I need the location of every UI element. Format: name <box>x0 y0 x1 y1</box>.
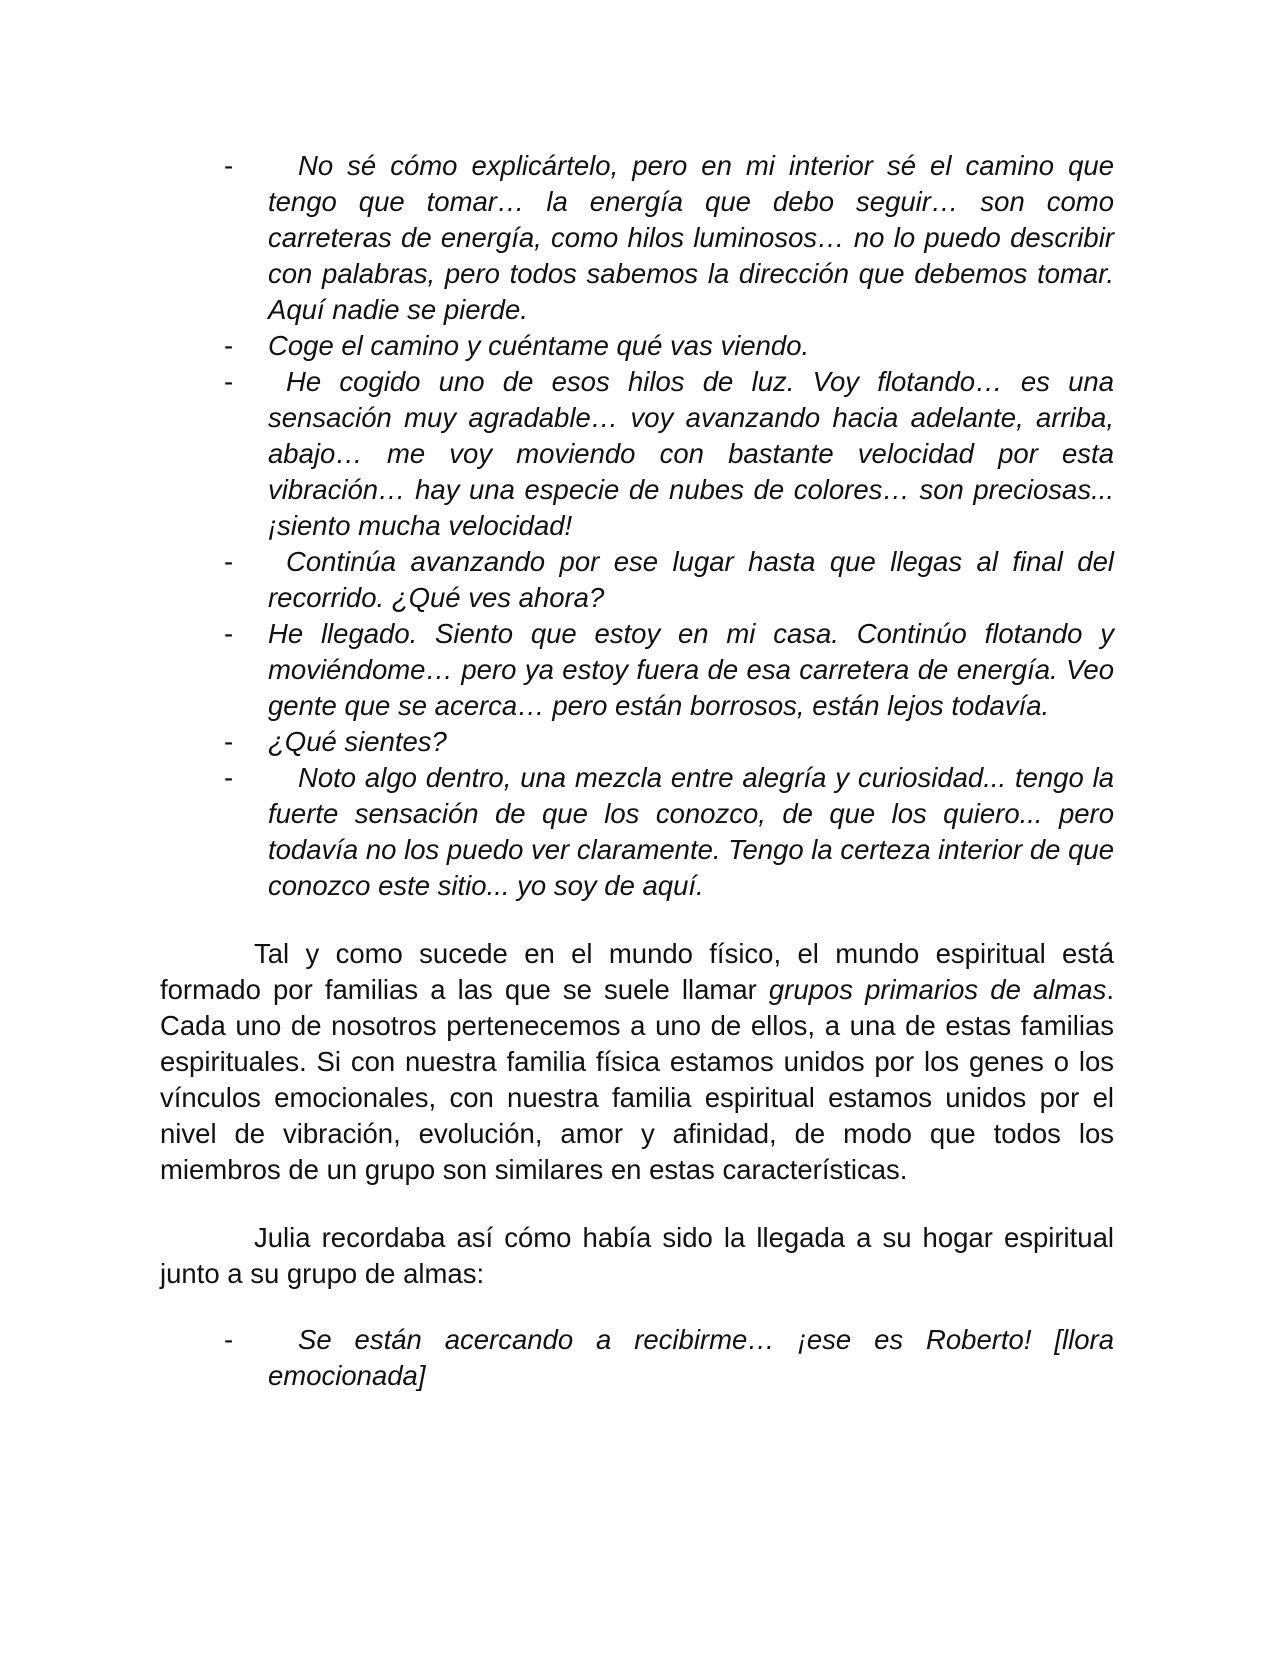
dialogue-text: No sé cómo explicártelo, pero en mi interior sé el camino que tengo que tomar… la energía que debo seguir… son como carreteras de energía, como hilos luminosos… no lo puedo describir con palabras, pero todos sabemos la dirección que debemos tomar. Aquí nadie se pierde. <box>268 150 1114 325</box>
paragraph-text-after: . Cada uno de nosotros pertenecemos a uno de ellos, a una de estas familias espirituales. Si con nuestra familia física estamos unidos por los genes o los vínculos emocionales, con nuestra familia espiritual estamos unidos por el nivel de vibración, evolución, amor y afinidad, de modo que todos los miembros de un grupo son similares en estas características. <box>160 974 1114 1185</box>
dialogue-text: He llegado. Siento que estoy en mi casa. Continúo flotando y moviéndome… pero ya estoy fuera de esa carretera de energía. Veo gente que se acerca… pero están borrosos, están lejos todavía. <box>268 618 1114 721</box>
document-page <box>160 148 1114 1394</box>
dash-marker: - <box>224 330 234 361</box>
paragraph-families <box>160 936 1114 1188</box>
dialogue-text: Noto algo dentro, una mezcla entre alegría y curiosidad... tengo la fuerte sensación de que los conozco, de que los quiero... pero todavía no los puedo ver claramente. Tengo la certeza interior de que conozco este sitio... yo soy de aquí. <box>268 762 1114 901</box>
dash-marker: - <box>224 1324 234 1355</box>
dialogue-item <box>160 544 1114 616</box>
dash-marker: - <box>224 618 234 649</box>
dash-marker: - <box>224 762 234 793</box>
dialogue-text: ¿Qué sientes? <box>268 726 447 757</box>
paragraph-julia: Julia recordaba así cómo había sido la llegada a su hogar espiritual junto a su grupo de almas: <box>160 1222 1114 1289</box>
dialogue-item <box>160 364 1114 544</box>
dialogue-list-2 <box>160 1322 1114 1394</box>
dialogue-item <box>160 760 1114 904</box>
dialogue-list-1 <box>160 148 1114 904</box>
paragraph-emphasis: grupos primarios de almas <box>768 974 1107 1005</box>
dialogue-item <box>160 148 1114 328</box>
dialogue-text: Continúa avanzando por ese lugar hasta que llegas al final del recorrido. ¿Qué ves ahora? <box>268 546 1114 613</box>
dash-marker: - <box>224 150 234 181</box>
dialogue-item <box>160 616 1114 724</box>
dialogue-item <box>160 328 1114 364</box>
dialogue-item <box>160 724 1114 760</box>
paragraph-text-before: Tal y como sucede en el mundo físico, el mundo espiritual está formado por familias a las que se suele llamar <box>160 938 1114 1005</box>
dash-marker: - <box>224 366 234 397</box>
dash-marker: - <box>224 726 234 757</box>
dialogue-text: Se están acercando a recibirme… ¡ese es Roberto! [llora emocionada] <box>268 1324 1114 1391</box>
dialogue-text: Coge el camino y cuéntame qué vas viendo. <box>268 330 810 361</box>
dialogue-item <box>160 1322 1114 1394</box>
dialogue-text: He cogido uno de esos hilos de luz. Voy flotando… es una sensación muy agradable… voy avanzando hacia adelante, arriba, abajo… me voy moviendo con bastante velocidad por esta vibración… hay una especie de nubes de colores… son preciosas... ¡siento mucha velocidad! <box>268 366 1114 541</box>
dash-marker: - <box>224 546 234 577</box>
